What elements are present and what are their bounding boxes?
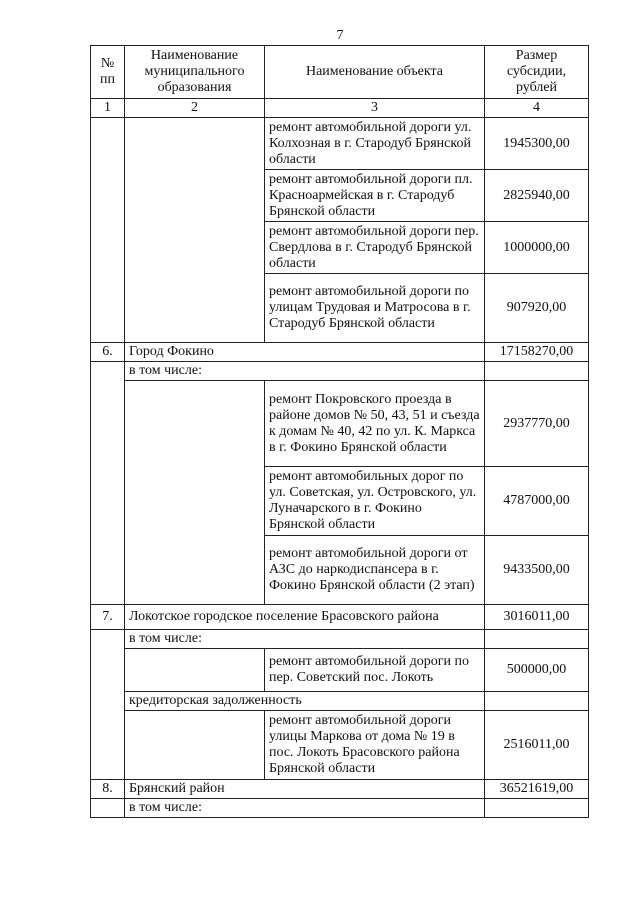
subsidy-table xyxy=(90,45,589,818)
empty-cell xyxy=(91,362,125,605)
empty-cell xyxy=(125,711,265,780)
object-name: ремонт автомобильной дороги по пер. Советский пос. Локоть xyxy=(265,649,485,692)
header-municipality: Наименование муниципального образования xyxy=(125,46,265,99)
municipality-row xyxy=(91,780,589,799)
empty-cell xyxy=(485,630,589,649)
column-number: 3 xyxy=(265,99,485,118)
object-name: ремонт Покровского проезда в районе домов № 50, 43, 51 и съезда к домам № 40, 42 по ул. К. Маркса в г. Фокино Брянской области xyxy=(265,381,485,467)
table-row xyxy=(91,118,589,170)
column-number: 1 xyxy=(91,99,125,118)
object-name: ремонт автомобильной дороги улицы Маркова от дома № 19 в пос. Локоть Брасовского района Брянской области xyxy=(265,711,485,780)
column-number-row xyxy=(91,99,589,118)
object-name: ремонт автомобильной дороги по улицам Трудовая и Матросова в г. Стародуб Брянской области xyxy=(265,274,485,343)
including-label: в том числе: xyxy=(125,799,485,818)
including-label: в том числе: xyxy=(125,362,485,381)
subsidy-amount: 500000,00 xyxy=(485,649,589,692)
subsidy-amount: 2937770,00 xyxy=(485,381,589,467)
header-subsidy: Размер субсидии, рублей xyxy=(485,46,589,99)
municipality-name: Локотское городское поселение Брасовского района xyxy=(125,605,485,630)
municipality-name: Брянский район xyxy=(125,780,485,799)
empty-cell xyxy=(125,381,265,605)
debt-row xyxy=(91,692,589,711)
creditor-debt-label: кредиторская задолженность xyxy=(125,692,485,711)
empty-cell xyxy=(125,649,265,692)
page-number: 7 xyxy=(336,28,344,43)
empty-cell xyxy=(91,118,125,343)
subsidy-amount: 9433500,00 xyxy=(485,536,589,605)
including-row xyxy=(91,630,589,649)
row-number: 7. xyxy=(91,605,125,630)
object-name: ремонт автомобильных дорог по ул. Советская, ул. Островского, ул. Луначарского в г. Фокино Брянской области xyxy=(265,467,485,536)
subsidy-amount: 3016011,00 xyxy=(485,605,589,630)
column-number: 4 xyxy=(485,99,589,118)
empty-cell xyxy=(485,799,589,818)
table-row xyxy=(91,381,589,467)
row-number: 8. xyxy=(91,780,125,799)
row-number: 6. xyxy=(91,343,125,362)
subsidy-amount: 2516011,00 xyxy=(485,711,589,780)
column-number: 2 xyxy=(125,99,265,118)
subsidy-amount: 4787000,00 xyxy=(485,467,589,536)
municipality-row xyxy=(91,605,589,630)
including-row xyxy=(91,799,589,818)
object-name: ремонт автомобильной дороги ул. Колхозная в г. Стародуб Брянской области xyxy=(265,118,485,170)
table-row xyxy=(91,649,589,692)
table-header-row xyxy=(91,46,589,99)
empty-cell xyxy=(485,692,589,711)
subsidy-amount: 17158270,00 xyxy=(485,343,589,362)
including-row xyxy=(91,362,589,381)
object-name: ремонт автомобильной дороги пл. Красноармейская в г. Стародуб Брянской области xyxy=(265,170,485,222)
header-object: Наименование объекта xyxy=(265,46,485,99)
subsidy-amount: 907920,00 xyxy=(485,274,589,343)
subsidy-amount: 1000000,00 xyxy=(485,222,589,274)
subsidy-amount: 36521619,00 xyxy=(485,780,589,799)
table-row xyxy=(91,711,589,780)
header-number: № пп xyxy=(91,46,125,99)
empty-cell xyxy=(485,362,589,381)
empty-cell xyxy=(125,118,265,343)
subsidy-amount: 1945300,00 xyxy=(485,118,589,170)
empty-cell xyxy=(91,799,125,818)
municipality-row xyxy=(91,343,589,362)
empty-cell xyxy=(91,630,125,780)
object-name: ремонт автомобильной дороги от АЗС до наркодиспансера в г. Фокино Брянской области (2 этап) xyxy=(265,536,485,605)
municipality-name: Город Фокино xyxy=(125,343,485,362)
object-name: ремонт автомобильной дороги пер. Свердлова в г. Стародуб Брянской области xyxy=(265,222,485,274)
subsidy-amount: 2825940,00 xyxy=(485,170,589,222)
including-label: в том числе: xyxy=(125,630,485,649)
